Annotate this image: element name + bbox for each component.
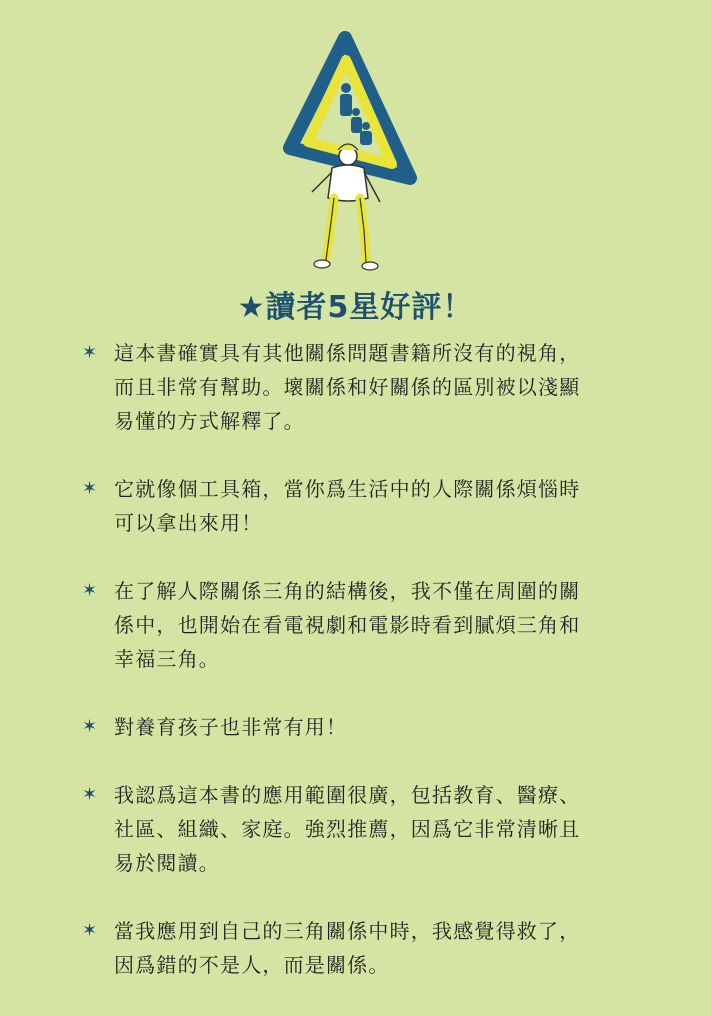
review-line: 這本書確實具有其他關係問題書籍所沒有的視角， — [114, 341, 581, 365]
review-list — [80, 336, 660, 1016]
star-bullet-icon: ✶ — [82, 920, 99, 941]
page-title: ★讀者5星好評！ — [237, 290, 474, 325]
review-item — [80, 914, 660, 982]
review-line: 係中，也開始在看電視劇和電影時看到膩煩三角和 — [114, 613, 581, 637]
review-line: 幸福三角。 — [114, 647, 220, 671]
review-line: 在了解人際關係三角的結構後，我不僅在周圍的關 — [114, 579, 581, 603]
star-bullet-icon: ✶ — [82, 784, 99, 805]
review-line: 易懂的方式解釋了。 — [114, 409, 305, 433]
review-line: 它就像個工具箱，當你爲生活中的人際關係煩惱時 — [114, 477, 581, 501]
review-line: 因爲錯的不是人，而是關係。 — [114, 953, 390, 977]
review-line: 當我應用到自己的三角關係中時，我感覺得救了， — [114, 919, 581, 943]
review-line: 易於閱讀。 — [114, 851, 220, 875]
star-bullet-icon: ✶ — [82, 716, 99, 737]
review-line: 社區、組織、家庭。強烈推薦，因爲它非常清晰且 — [114, 817, 581, 841]
review-item — [80, 778, 660, 880]
review-line: 我認爲這本書的應用範圍很廣，包括教育、醫療、 — [114, 783, 581, 807]
review-item — [80, 336, 660, 438]
review-item — [80, 472, 660, 540]
star-bullet-icon: ✶ — [82, 478, 99, 499]
review-item — [80, 710, 660, 744]
review-line: 可以拿出來用！ — [114, 511, 263, 535]
impossible-triangle-illustration — [260, 30, 450, 280]
review-item — [80, 574, 660, 676]
review-line: 而且非常有幫助。壞關係和好關係的區別被以淺顯 — [114, 375, 581, 399]
star-bullet-icon: ✶ — [82, 580, 99, 601]
star-bullet-icon: ✶ — [82, 342, 99, 363]
review-line: 對養育孩子也非常有用！ — [114, 715, 348, 739]
